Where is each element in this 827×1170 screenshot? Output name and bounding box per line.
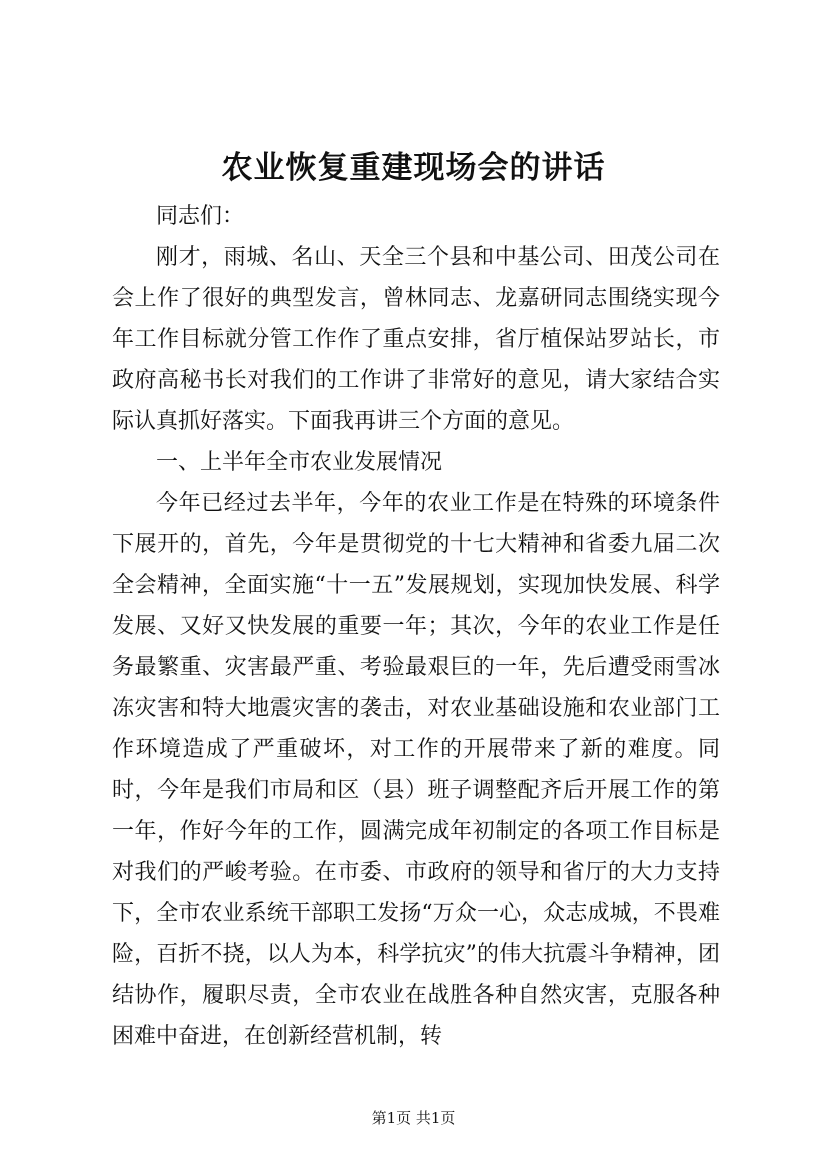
salutation: 同志们： bbox=[156, 204, 245, 229]
document-body bbox=[112, 196, 720, 1057]
paragraph-1: 刚才，雨城、名山、天全三个县和中基公司、田茂公司在会上作了很好的典型发言，曾林同志、龙嘉研同志围绕实现今年工作目标就分管工作作了重点安排，省厅植保站罗站长，市政府高秘书长对我们的工作讲了非常好的意见，请大家结合实际认真抓好落实。下面我再讲三个方面的意见。 bbox=[112, 245, 720, 434]
paragraph-2: 今年已经过去半年，今年的农业工作是在特殊的环境条件下展开的，首先，今年是贯彻党的十七大精神和省委九届二次全会精神，全面实施“十一五”发展规划，实现加快发展、科学发展、又好又快发展的重要一年；其次，今年的农业工作是任务最繁重、灾害最严重、考验最艰巨的一年，先后遭受雨雪冰冻灾害和特大地震灾害的袭击，对农业基础设施和农业部门工作环境造成了严重破坏，对工作的开展带来了新的难度。同时，今年是我们市局和区（县）班子调整配齐后开展工作的第一年，作好今年的工作，圆满完成年初制定的各项工作目标是对我们的严峻考验。在市委、市政府的领导和省厅的大力支持下，全市农业系统干部职工发扬“万众一心，众志成城，不畏难险，百折不挠，以人为本，科学抗灾”的伟大抗震斗争精神，团结协作，履职尽责，全市农业在战胜各种自然灾害，克服各种困难中奋进，在创新经营机制，转 bbox=[112, 491, 720, 1049]
page-footer: 第1页 共1页 bbox=[371, 1109, 456, 1127]
document-title: 农业恢复重建现场会的讲话 bbox=[221, 150, 606, 186]
section-heading: 一、上半年全市农业发展情况 bbox=[156, 450, 443, 475]
